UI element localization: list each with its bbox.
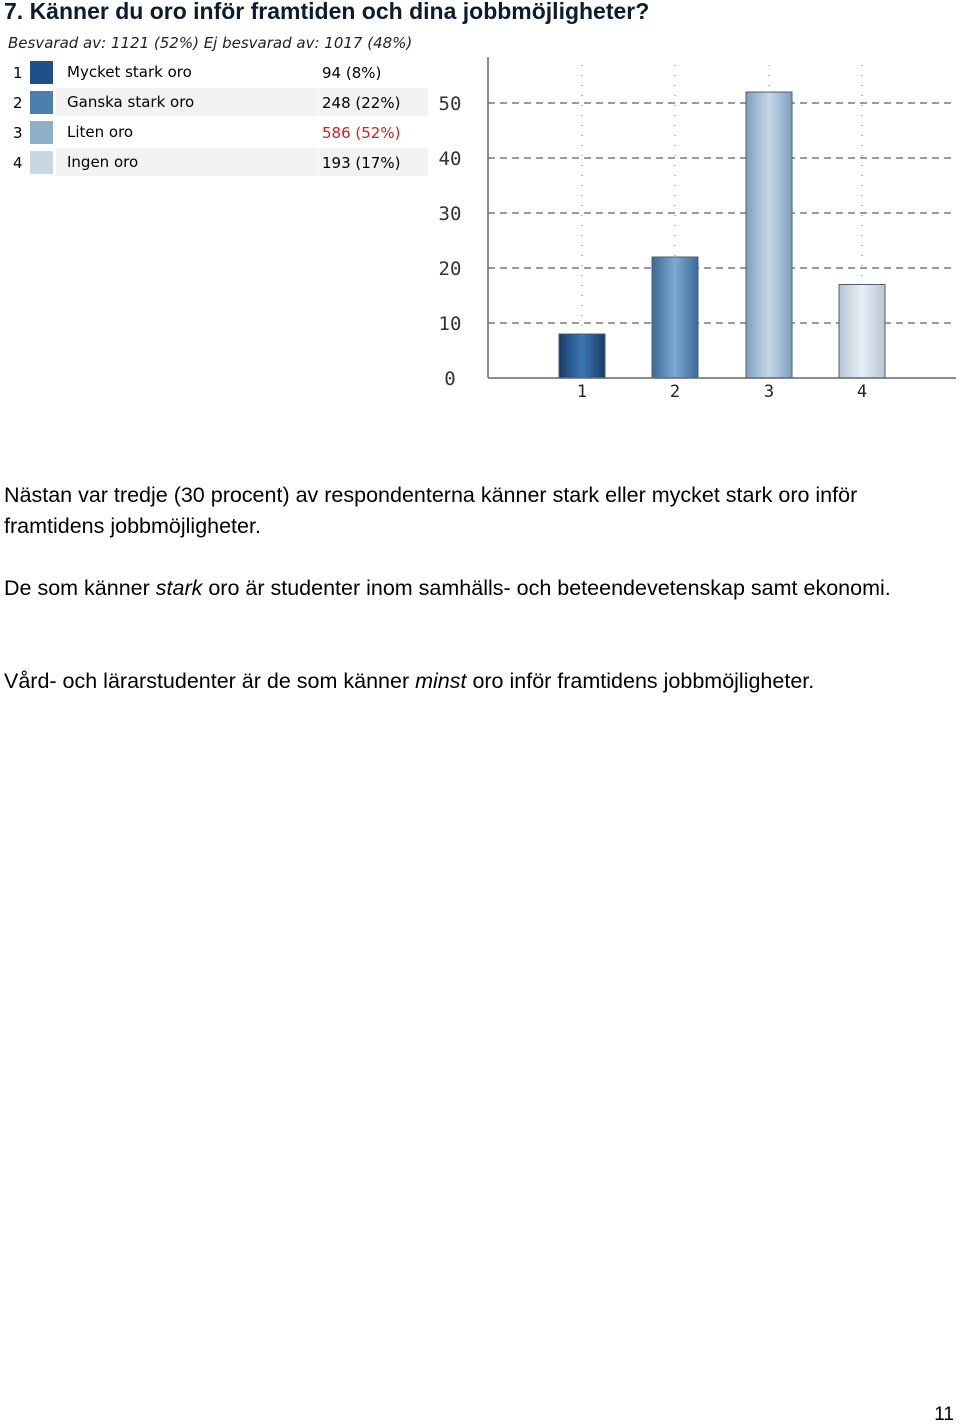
y-tick-label: 20 [438,258,462,280]
bar-2 [652,257,698,378]
legend-count: 586 (52%) [322,124,401,142]
legend-count: 248 (22%) [319,88,428,116]
legend-row-2 [10,88,428,116]
bar-3 [746,92,792,378]
paragraph-summary: Nästan var tredje (30 procent) av respondenterna känner stark eller mycket stark oro inför framtidens jobbmöjligheter. [4,483,858,538]
legend-swatch [30,151,53,174]
paragraph-text: oro är studenter inom samhälls- och beteendevetenskap samt ekonomi. [202,576,891,600]
y-tick-label: 10 [438,313,462,335]
legend-label: Ingen oro [56,148,318,176]
legend-label: Ganska stark oro [56,88,318,116]
legend-row-1 [10,58,428,86]
x-tick-label: 2 [669,382,681,402]
legend-count: 94 (8%) [322,64,382,82]
paragraph-strong-worry [4,573,944,604]
y-tick-label: 0 [444,368,456,390]
paragraph-least-worry [4,666,944,697]
bar-chart [430,52,958,402]
y-tick-label: 40 [438,148,462,170]
paragraph-text: oro inför framtidens jobbmöjligheter. [466,669,815,693]
legend-number: 3 [13,124,23,142]
legend-number: 4 [13,154,23,172]
legend-row-3 [10,118,428,146]
x-tick-label: 1 [576,382,588,402]
page-number: 11 [934,1404,954,1425]
legend-number: 2 [13,94,23,112]
legend-row-4 [10,148,428,176]
question-title: 7. Känner du oro inför framtiden och dina jobbmöjligheter? [4,0,650,24]
emphasis-word: stark [155,576,203,600]
legend-label: Liten oro [67,123,134,141]
legend-number: 1 [13,64,23,82]
legend-swatch [30,61,53,84]
legend-swatch [30,91,53,114]
bar-4 [839,285,885,379]
emphasis-word: minst [415,669,467,693]
paragraph-text: De som känner [4,576,156,600]
x-tick-label: 4 [856,382,868,402]
y-tick-label: 30 [438,203,462,225]
answered-summary: Besvarad av: 1121 (52%) Ej besvarad av: 1017 (48%) [8,34,413,52]
bar-1 [559,334,605,378]
x-tick-label: 3 [763,382,775,402]
y-tick-label: 50 [438,93,462,115]
paragraph-text: Vård- och lärarstudenter är de som känner [4,669,416,693]
chart-bars [559,92,885,378]
legend-label: Mycket stark oro [67,63,192,81]
legend-swatch [30,121,53,144]
legend-count: 193 (17%) [319,148,428,176]
chart-gridlines [488,65,956,334]
